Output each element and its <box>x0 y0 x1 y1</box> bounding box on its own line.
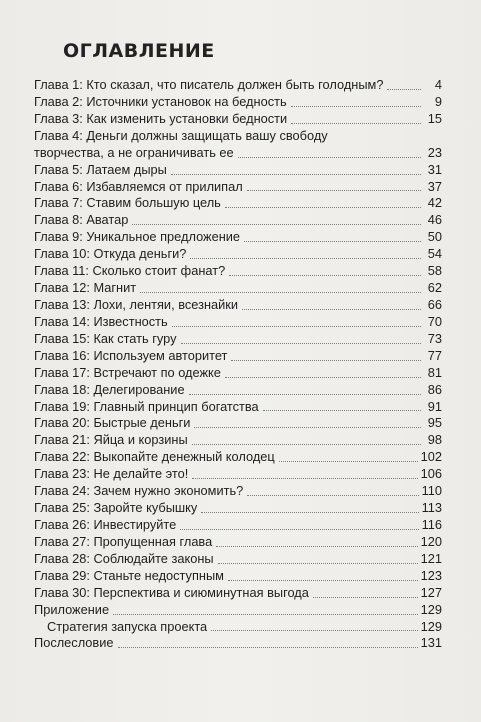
dot-leader <box>192 477 417 479</box>
toc-entry <box>34 263 442 280</box>
toc-entry-title: Глава 21: Яйца и корзины <box>34 432 188 448</box>
dot-leader <box>244 240 421 242</box>
toc-page-number: 4 <box>434 76 442 92</box>
toc-entry-title: Глава 16: Используем авторитет <box>34 347 228 363</box>
toc-entry-title: Глава 22: Выкопайте денежный колодец <box>34 449 275 465</box>
toc-entry <box>34 534 442 551</box>
toc-entry-title: Послесловие <box>34 635 114 651</box>
toc-entry-title: Глава 1: Кто сказал, что писатель должен быть голодным? <box>34 76 384 92</box>
toc-page-number: 129 <box>420 601 442 617</box>
toc-entry-title: Глава 27: Пропущенная глава <box>34 533 213 549</box>
toc-page-number: 37 <box>427 178 442 194</box>
toc-entry <box>34 585 442 602</box>
dot-leader <box>238 156 421 158</box>
dot-leader <box>194 426 421 428</box>
toc-entry <box>34 449 442 466</box>
toc-entry-title: Глава 17: Встречают по одежке <box>34 364 221 380</box>
toc-entry <box>34 246 442 263</box>
toc-entry-title: Глава 9: Уникальное предложение <box>34 229 241 245</box>
toc-entry-title: Глава 15: Как стать гуру <box>34 330 177 346</box>
toc-page-number: 123 <box>420 567 442 583</box>
dot-leader <box>291 105 421 107</box>
toc-entry <box>34 415 442 432</box>
toc-entry <box>34 162 442 179</box>
dot-leader <box>201 511 418 513</box>
dot-leader <box>228 579 418 581</box>
toc-entry-title: Глава 7: Ставим большую цель <box>34 195 221 211</box>
toc-entry-subsection <box>34 619 442 636</box>
toc-entry <box>34 568 442 585</box>
dot-leader <box>291 122 421 124</box>
dot-leader <box>180 528 418 530</box>
toc-entry <box>34 551 442 568</box>
dot-leader <box>181 342 421 344</box>
toc-page-number: 95 <box>427 415 442 431</box>
toc-page-number: 120 <box>420 533 442 549</box>
toc-page-number: 121 <box>420 550 442 566</box>
toc-page-number: 77 <box>427 347 442 363</box>
dot-leader <box>263 409 421 411</box>
toc-entry <box>34 297 442 314</box>
toc-entry <box>34 128 442 162</box>
toc-page-number: 113 <box>421 500 442 516</box>
toc-entry <box>34 517 442 534</box>
toc-entry-title: Глава 11: Сколько стоит фанат? <box>34 263 226 279</box>
toc-page-number: 86 <box>427 381 442 397</box>
dot-leader <box>211 629 417 631</box>
toc-entry <box>34 229 442 246</box>
toc-entry <box>34 77 442 94</box>
toc-entry <box>34 111 442 128</box>
toc-page-number: 131 <box>420 635 442 651</box>
toc-entry-title: Глава 8: Аватар <box>34 212 129 228</box>
toc-entry-title: Глава 26: Инвестируйте <box>34 516 177 532</box>
dot-leader <box>225 376 421 378</box>
dot-leader <box>231 359 421 361</box>
toc-entry <box>34 432 442 449</box>
dot-leader <box>216 545 417 547</box>
toc-entry-title: Глава 20: Быстрые деньги <box>34 415 191 431</box>
dot-leader <box>387 88 421 90</box>
toc-page-number: 73 <box>427 330 442 346</box>
toc-entry <box>34 500 442 517</box>
toc-entry <box>34 365 442 382</box>
toc-page-number: 31 <box>427 161 442 177</box>
toc-entry <box>34 195 442 212</box>
table-of-contents <box>34 77 442 652</box>
toc-entry-title: Глава 23: Не делайте это! <box>34 466 189 482</box>
dot-leader <box>247 494 418 496</box>
toc-entry-title: Глава 3: Как изменить установки бедности <box>34 110 288 126</box>
toc-entry <box>34 382 442 399</box>
page-title: ОГЛАВЛЕНИЕ <box>63 40 215 62</box>
toc-entry-title: Глава 4: Деньги должны защищать вашу свободу <box>34 127 328 143</box>
toc-page-number: 102 <box>420 449 442 465</box>
dot-leader <box>172 325 421 327</box>
dot-leader <box>189 393 421 395</box>
toc-entry <box>34 483 442 500</box>
toc-entry-title: Глава 13: Лохи, лентяи, всезнайки <box>34 296 239 312</box>
toc-page-number: 9 <box>434 93 442 109</box>
toc-page-number: 129 <box>420 618 442 634</box>
toc-page-number: 106 <box>420 466 442 482</box>
toc-page-number: 23 <box>427 144 442 160</box>
toc-entry-title: Глава 5: Латаем дыры <box>34 161 167 177</box>
dot-leader <box>171 173 421 175</box>
toc-entry-title: Стратегия запуска проекта <box>47 618 208 634</box>
toc-page-number: 91 <box>427 398 442 414</box>
toc-entry-title: Глава 6: Избавляемся от прилипал <box>34 178 243 194</box>
dot-leader <box>218 562 418 564</box>
toc-entry <box>34 94 442 111</box>
toc-entry <box>34 348 442 365</box>
toc-page-number: 54 <box>427 246 442 262</box>
toc-entry <box>34 466 442 483</box>
toc-entry-title: Глава 30: Перспектива и сиюминутная выгода <box>34 584 309 600</box>
dot-leader <box>118 646 418 648</box>
toc-entry-title-line2: творчества, а не ограничивать ее <box>34 144 234 160</box>
dot-leader <box>225 206 421 208</box>
toc-entry-title: Глава 24: Зачем нужно экономить? <box>34 483 244 499</box>
toc-entry <box>34 635 442 652</box>
toc-entry <box>34 399 442 416</box>
dot-leader <box>140 291 421 293</box>
toc-entry-title: Глава 12: Магнит <box>34 280 137 296</box>
toc-page-number: 50 <box>427 229 442 245</box>
dot-leader <box>229 274 421 276</box>
toc-entry-title: Глава 29: Станьте недоступным <box>34 567 224 583</box>
toc-page-number: 127 <box>420 584 442 600</box>
dot-leader <box>113 613 418 615</box>
dot-leader <box>247 189 421 191</box>
toc-page-number: 62 <box>427 280 442 296</box>
toc-page-number: 81 <box>427 364 442 380</box>
toc-page-number: 46 <box>427 212 442 228</box>
toc-entry-title: Глава 10: Откуда деньги? <box>34 246 187 262</box>
toc-entry <box>34 331 442 348</box>
toc-entry-title: Приложение <box>34 601 110 617</box>
toc-page-number: 42 <box>427 195 442 211</box>
toc-page-number: 58 <box>427 263 442 279</box>
dot-leader <box>313 596 418 598</box>
toc-page-number: 66 <box>427 296 442 312</box>
toc-entry-title: Глава 2: Источники установок на бедность <box>34 93 287 109</box>
dot-leader <box>132 223 421 225</box>
toc-entry-title: Глава 18: Делегирование <box>34 381 185 397</box>
dot-leader <box>242 308 421 310</box>
toc-entry <box>34 602 442 619</box>
toc-entry-continuation <box>34 145 442 162</box>
toc-page-number: 98 <box>427 432 442 448</box>
toc-entry-title: Глава 25: Заройте кубышку <box>34 500 198 516</box>
dot-leader <box>190 257 421 259</box>
toc-entry <box>34 314 442 331</box>
toc-entry-title: Глава 28: Соблюдайте законы <box>34 550 214 566</box>
toc-entry-title: Глава 14: Известность <box>34 313 168 329</box>
toc-page-number: 70 <box>427 313 442 329</box>
dot-leader <box>192 443 421 445</box>
dot-leader <box>279 460 418 462</box>
toc-page-number: 116 <box>421 516 442 532</box>
toc-entry-title: Глава 19: Главный принцип богатства <box>34 398 259 414</box>
toc-page-number: 110 <box>421 483 442 499</box>
toc-entry <box>34 179 442 196</box>
toc-entry <box>34 280 442 297</box>
toc-page-number: 15 <box>427 110 442 126</box>
toc-entry <box>34 212 442 229</box>
